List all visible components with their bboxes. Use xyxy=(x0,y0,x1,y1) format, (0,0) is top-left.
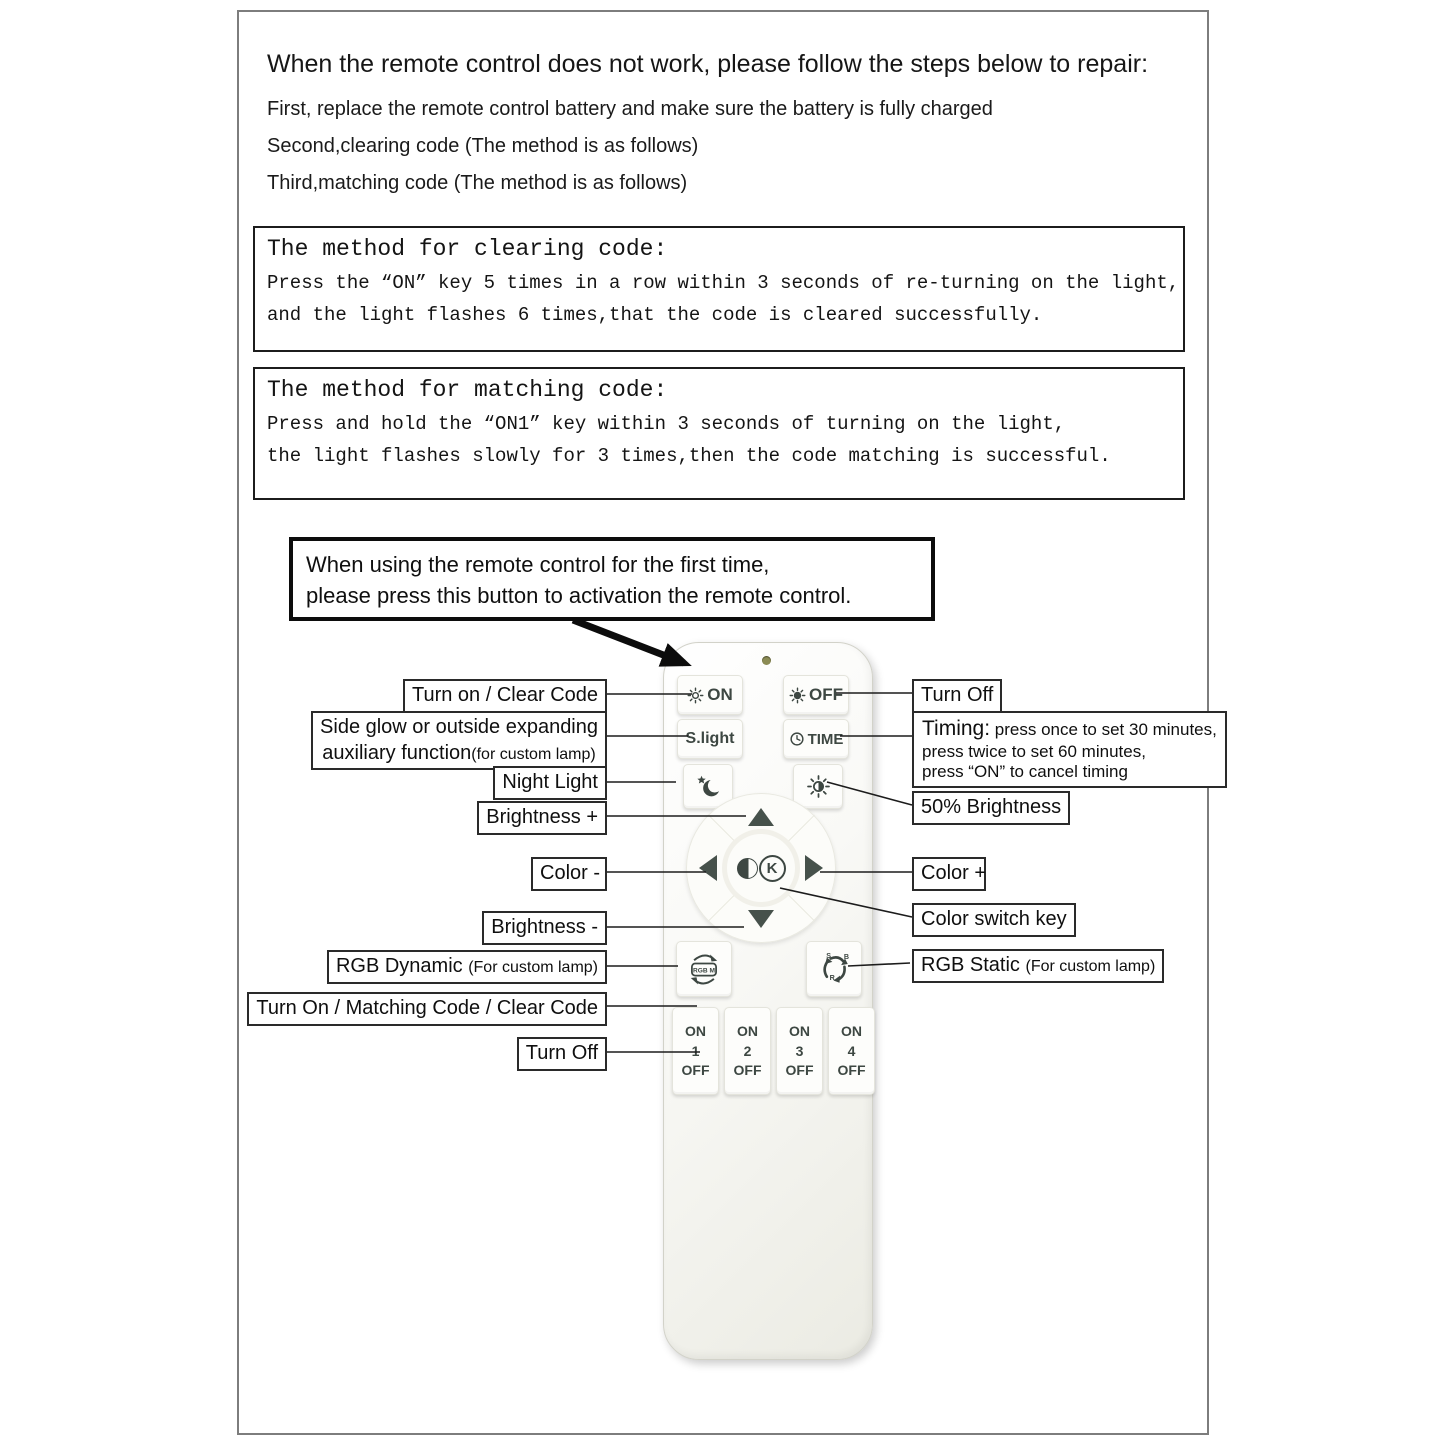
label-turn-on-clear-code xyxy=(403,679,607,713)
time-button xyxy=(783,719,849,759)
clearing-code-title: The method for clearing code: xyxy=(267,236,668,262)
channel-on-label: ON xyxy=(737,1022,758,1039)
label-text: Turn Off xyxy=(525,1042,598,1064)
channel-number: 2 xyxy=(743,1042,752,1059)
label-rgb-static xyxy=(912,949,1164,983)
recycle-arrows-icon xyxy=(812,947,856,991)
matching-code-line-2: the light flashes slowly for 3 times,then the code matching is successful. xyxy=(267,445,1111,467)
time-button-label: TIME xyxy=(807,730,844,748)
label-text: press “ON” to cancel timing xyxy=(922,762,1128,782)
activation-callout xyxy=(289,537,935,621)
rgb-dynamic-button xyxy=(676,941,732,997)
channel-4-button xyxy=(828,1007,875,1095)
label-text: Brightness + xyxy=(486,806,598,828)
sun-outline-icon xyxy=(687,687,704,704)
activation-callout-line-1: When using the remote control for the first time, xyxy=(306,552,770,577)
label-color-plus xyxy=(912,857,986,891)
label-subtext: (For custom lamp) xyxy=(468,959,598,976)
label-subtext: (for custom lamp) xyxy=(471,745,596,763)
label-night-light xyxy=(493,766,607,800)
half-sun-icon xyxy=(806,774,831,799)
label-timing xyxy=(912,711,1227,788)
channel-off-label: OFF xyxy=(733,1062,762,1079)
clearing-code-line-2: and the light flashes 6 times,that the code is cleared successfully. xyxy=(267,304,1043,326)
intro-step-2: Second,clearing code (The method is as follows) xyxy=(267,135,699,157)
clock-icon xyxy=(789,731,805,747)
half-brightness-button xyxy=(793,764,843,809)
svg-text:B: B xyxy=(843,953,850,962)
label-text: Color + xyxy=(921,862,987,884)
channel-number: 4 xyxy=(847,1042,856,1059)
channel-number: 3 xyxy=(795,1042,804,1059)
channel-3-button xyxy=(776,1007,823,1095)
label-subtext: (For custom lamp) xyxy=(1025,958,1156,975)
rgb-static-button xyxy=(806,941,862,997)
channel-on-label: ON xyxy=(841,1022,862,1039)
label-text: Turn On / Matching Code / Clear Code xyxy=(256,997,598,1019)
on-button xyxy=(677,675,743,715)
intro-step-3: Third,matching code (The method is as follows) xyxy=(267,172,688,194)
matching-code-line-1: Press and hold the “ON1” key within 3 seconds of turning on the light, xyxy=(267,413,1066,435)
label-text: Night Light xyxy=(502,771,598,793)
channel-off-label: OFF xyxy=(681,1062,710,1079)
label-turn-off-right xyxy=(912,679,1002,713)
label-text: Side glow or outside expanding xyxy=(320,716,598,738)
label-text: Brightness - xyxy=(491,916,598,938)
label-text: Turn Off xyxy=(921,684,994,706)
dpad xyxy=(686,793,836,943)
label-text: press once to set 30 minutes, xyxy=(990,720,1217,739)
arrow-left-icon xyxy=(699,855,717,881)
activation-callout-line-2: please press this button to activation the remote control. xyxy=(306,582,852,608)
off-button-label: OFF xyxy=(809,685,843,704)
label-text: press twice to set 60 minutes, xyxy=(922,741,1146,761)
label-color-switch-key xyxy=(912,903,1076,937)
rgb-cycle-icon xyxy=(682,947,726,991)
label-text: Turn on / Clear Code xyxy=(411,684,598,706)
matching-code-box xyxy=(253,367,1185,500)
clearing-code-line-1: Press the “ON” key 5 times in a row within 3 seconds of re-turning on the light, xyxy=(267,272,1180,294)
label-brightness-plus xyxy=(477,801,607,835)
label-rgb-dynamic xyxy=(327,950,607,984)
label-text: RGB Dynamic xyxy=(335,955,469,977)
channel-off-label: OFF xyxy=(837,1062,866,1079)
label-text: RGB Static xyxy=(921,954,1026,976)
moon-star-icon xyxy=(694,773,722,801)
slight-button xyxy=(677,719,743,759)
label-text: Color switch key xyxy=(921,908,1067,930)
svg-text:S: S xyxy=(826,952,832,960)
intro-step-1: First, replace the remote control battery and make sure the battery is fully charged xyxy=(267,98,993,120)
arrow-up-icon xyxy=(748,808,774,826)
channel-number: 1 xyxy=(691,1042,700,1059)
half-filled-circle-icon xyxy=(737,858,758,879)
channel-on-label: ON xyxy=(789,1022,810,1039)
channel-off-label: OFF xyxy=(785,1062,814,1079)
channel-on-label: ON xyxy=(685,1022,706,1039)
channel-2-button xyxy=(724,1007,771,1095)
label-turn-off-left xyxy=(517,1037,607,1071)
label-color-minus xyxy=(531,857,607,891)
arrow-right-icon xyxy=(805,855,823,881)
label-turn-on-matching-code xyxy=(247,992,607,1026)
label-text: Timing: xyxy=(922,717,991,740)
arrow-down-icon xyxy=(748,910,774,928)
svg-text:RGB M: RGB M xyxy=(693,967,715,975)
svg-text:R: R xyxy=(829,974,835,982)
color-switch-button xyxy=(727,834,795,902)
clearing-code-box xyxy=(253,226,1185,352)
label-text: auxiliary function xyxy=(322,741,472,764)
remote-illustration xyxy=(663,642,873,1360)
label-text: Color - xyxy=(540,862,601,884)
label-side-glow xyxy=(311,711,607,770)
k-circle-icon: K xyxy=(759,855,786,882)
led-indicator xyxy=(762,656,771,665)
label-text: 50% Brightness xyxy=(921,796,1062,818)
matching-code-title: The method for matching code: xyxy=(267,377,668,403)
channel-1-button xyxy=(672,1007,719,1095)
on-button-label: ON xyxy=(707,685,733,704)
label-50-brightness xyxy=(912,791,1070,825)
intro-title: When the remote control does not work, please follow the steps below to repair: xyxy=(267,50,1149,78)
label-brightness-minus xyxy=(482,911,607,945)
off-button xyxy=(783,675,849,715)
slight-button-label: S.light xyxy=(685,730,735,747)
sun-filled-icon xyxy=(789,687,806,704)
